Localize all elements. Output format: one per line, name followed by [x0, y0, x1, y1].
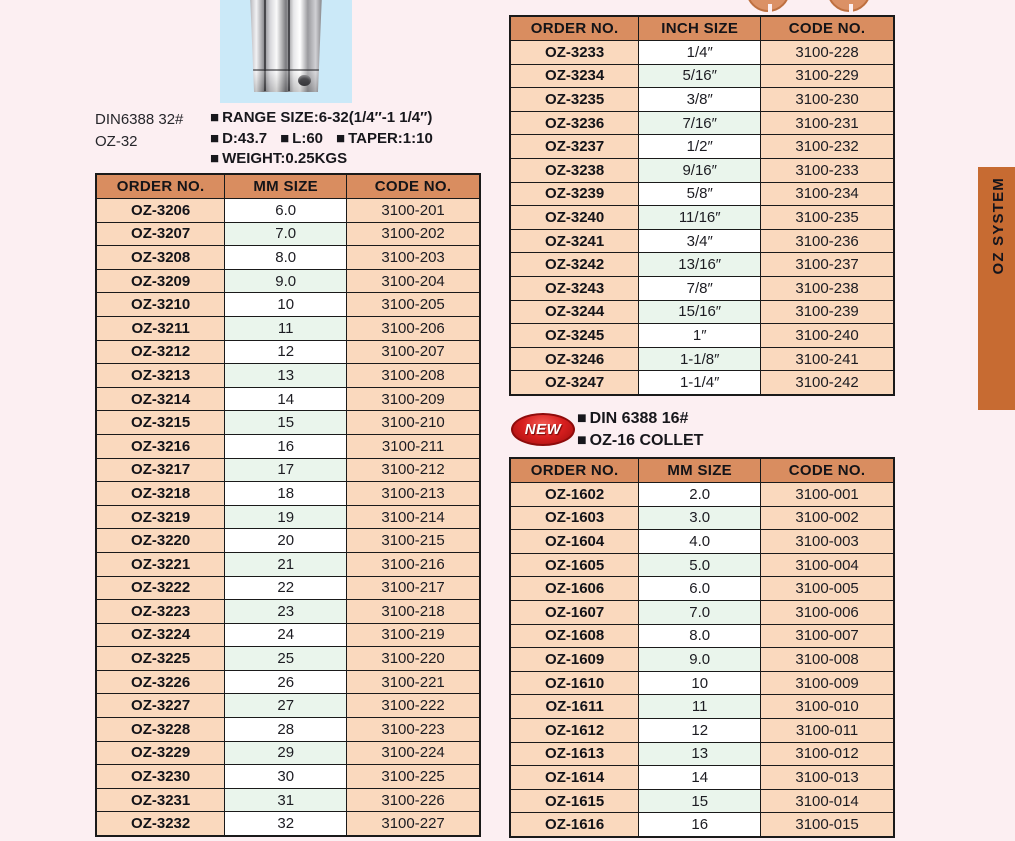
order-no-cell: OZ-3215 [96, 411, 225, 435]
model-standard: DIN6388 32# [95, 111, 184, 128]
order-no-cell: OZ-3236 [510, 111, 639, 135]
size-cell: 15/16″ [639, 300, 761, 324]
column-header: CODE NO. [347, 174, 480, 199]
order-no-cell: OZ-3208 [96, 246, 225, 270]
code-no-cell: 3100-205 [347, 293, 480, 317]
code-no-cell: 3100-217 [347, 576, 480, 600]
code-no-cell: 3100-010 [761, 695, 894, 719]
table-row [96, 505, 480, 529]
size-cell: 7/8″ [639, 276, 761, 300]
order-no-cell: OZ-1605 [510, 553, 639, 577]
table-row [96, 788, 480, 812]
code-no-cell: 3100-214 [347, 505, 480, 529]
size-cell: 8.0 [639, 624, 761, 648]
table-row [96, 387, 480, 411]
order-no-cell: OZ-1615 [510, 789, 639, 813]
size-cell: 7.0 [639, 600, 761, 624]
table-row [96, 482, 480, 506]
model-block [95, 109, 183, 153]
table-row [510, 648, 894, 672]
code-no-cell: 3100-211 [347, 434, 480, 458]
order-no-cell: OZ-3219 [96, 505, 225, 529]
order-no-cell: OZ-3216 [96, 434, 225, 458]
code-no-cell: 3100-011 [761, 718, 894, 742]
code-no-cell: 3100-235 [761, 206, 894, 230]
table-row [96, 316, 480, 340]
order-no-cell: OZ-3239 [510, 182, 639, 206]
order-no-cell: OZ-3238 [510, 158, 639, 182]
order-no-cell: OZ-1606 [510, 577, 639, 601]
table-row [96, 269, 480, 293]
code-no-cell: 3100-210 [347, 411, 480, 435]
table-row [96, 222, 480, 246]
code-no-cell: 3100-242 [761, 371, 894, 395]
size-cell: 7/16″ [639, 111, 761, 135]
square-bullet-icon: ■ [280, 129, 290, 147]
order-no-cell: OZ-3206 [96, 199, 225, 223]
collet-hole [298, 75, 311, 86]
size-cell: 3.0 [639, 506, 761, 530]
order-no-cell: OZ-1604 [510, 530, 639, 554]
order-no-cell: OZ-3221 [96, 552, 225, 576]
code-no-cell: 3100-231 [761, 111, 894, 135]
table-row [96, 812, 480, 836]
code-no-cell: 3100-008 [761, 648, 894, 672]
table-row [510, 718, 894, 742]
spec-item: ■ WEIGHT:0.25KGS [210, 150, 347, 167]
size-cell: 1-1/4″ [639, 371, 761, 395]
table-row [510, 111, 894, 135]
order-no-cell: OZ-3230 [96, 765, 225, 789]
table-row [510, 577, 894, 601]
size-cell: 26 [225, 670, 347, 694]
table-row [510, 300, 894, 324]
section-heading-line: ■ OZ-16 COLLET [577, 430, 703, 452]
size-cell: 28 [225, 718, 347, 742]
column-header: CODE NO. [761, 16, 894, 41]
spec-item: ■ TAPER:1:10 [336, 130, 433, 147]
code-no-cell: 3100-005 [761, 577, 894, 601]
table-row [96, 529, 480, 553]
oz-system-tab-label: OZ SYSTEM [990, 177, 1007, 275]
code-no-cell: 3100-238 [761, 276, 894, 300]
spec-item: ■ RANGE SIZE:6-32(1/4″-1 1/4″) [210, 109, 432, 126]
size-cell: 9/16″ [639, 158, 761, 182]
table-row [96, 458, 480, 482]
square-bullet-icon: ■ [577, 432, 587, 449]
size-cell: 31 [225, 788, 347, 812]
size-cell: 30 [225, 765, 347, 789]
square-bullet-icon: ■ [210, 109, 220, 126]
table-row [96, 670, 480, 694]
size-cell: 1/2″ [639, 135, 761, 159]
code-no-cell: 3100-009 [761, 671, 894, 695]
order-no-cell: OZ-3211 [96, 316, 225, 340]
code-no-cell: 3100-003 [761, 530, 894, 554]
order-no-cell: OZ-3245 [510, 324, 639, 348]
table-row [510, 766, 894, 790]
size-cell: 27 [225, 694, 347, 718]
size-cell: 4.0 [639, 530, 761, 554]
order-no-cell: OZ-3225 [96, 647, 225, 671]
table-row [96, 199, 480, 223]
code-no-cell: 3100-226 [347, 788, 480, 812]
square-bullet-icon: ■ [210, 129, 220, 147]
table-row [510, 41, 894, 65]
size-cell: 20 [225, 529, 347, 553]
code-no-cell: 3100-216 [347, 552, 480, 576]
order-no-cell: OZ-1607 [510, 600, 639, 624]
order-no-cell: OZ-1613 [510, 742, 639, 766]
size-cell: 32 [225, 812, 347, 836]
order-no-cell: OZ-3228 [96, 718, 225, 742]
collet-endview-slot [849, 4, 853, 14]
code-no-cell: 3100-236 [761, 229, 894, 253]
table-row [510, 530, 894, 554]
order-no-cell: OZ-3247 [510, 371, 639, 395]
size-cell: 8.0 [225, 246, 347, 270]
model-series: OZ-32 [95, 133, 138, 150]
code-no-cell: 3100-232 [761, 135, 894, 159]
size-cell: 19 [225, 505, 347, 529]
order-no-cell: OZ-3213 [96, 364, 225, 388]
order-no-cell: OZ-3232 [96, 812, 225, 836]
order-no-cell: OZ-1616 [510, 813, 639, 837]
code-no-cell: 3100-223 [347, 718, 480, 742]
table-row [96, 647, 480, 671]
order-no-cell: OZ-3218 [96, 482, 225, 506]
code-no-cell: 3100-002 [761, 506, 894, 530]
table-row [96, 718, 480, 742]
code-no-cell: 3100-206 [347, 316, 480, 340]
order-no-cell: OZ-1609 [510, 648, 639, 672]
oz32-inch-table [509, 15, 895, 396]
code-no-cell: 3100-227 [347, 812, 480, 836]
table-row [510, 276, 894, 300]
table-row [96, 434, 480, 458]
oz16-mm-table [509, 457, 895, 838]
table-row [96, 246, 480, 270]
code-no-cell: 3100-007 [761, 624, 894, 648]
oz16-section-heading [577, 408, 703, 452]
order-no-cell: OZ-1603 [510, 506, 639, 530]
size-cell: 10 [639, 671, 761, 695]
code-no-cell: 3100-203 [347, 246, 480, 270]
table-row [96, 765, 480, 789]
order-no-cell: OZ-3222 [96, 576, 225, 600]
code-no-cell: 3100-212 [347, 458, 480, 482]
order-no-cell: OZ-1608 [510, 624, 639, 648]
table-row [510, 695, 894, 719]
code-no-cell: 3100-241 [761, 347, 894, 371]
size-cell: 11/16″ [639, 206, 761, 230]
size-cell: 5.0 [639, 553, 761, 577]
table-row [510, 671, 894, 695]
table-row [510, 742, 894, 766]
order-no-cell: OZ-1602 [510, 483, 639, 507]
new-badge [511, 413, 575, 446]
table-row [510, 158, 894, 182]
code-no-cell: 3100-201 [347, 199, 480, 223]
table-row [96, 340, 480, 364]
size-cell: 6.0 [639, 577, 761, 601]
code-no-cell: 3100-222 [347, 694, 480, 718]
order-no-cell: OZ-3231 [96, 788, 225, 812]
size-cell: 9.0 [639, 648, 761, 672]
order-no-cell: OZ-3234 [510, 64, 639, 88]
order-no-cell: OZ-3220 [96, 529, 225, 553]
code-no-cell: 3100-228 [761, 41, 894, 65]
table-row [96, 576, 480, 600]
order-no-cell: OZ-3210 [96, 293, 225, 317]
size-cell: 15 [225, 411, 347, 435]
code-no-cell: 3100-014 [761, 789, 894, 813]
code-no-cell: 3100-015 [761, 813, 894, 837]
table-row [510, 88, 894, 112]
order-no-cell: OZ-3214 [96, 387, 225, 411]
table-row [96, 623, 480, 647]
size-cell: 21 [225, 552, 347, 576]
size-cell: 17 [225, 458, 347, 482]
size-cell: 3/4″ [639, 229, 761, 253]
size-cell: 11 [639, 695, 761, 719]
table-row [510, 253, 894, 277]
collet-endview-images [746, 0, 898, 15]
order-no-cell: OZ-3217 [96, 458, 225, 482]
collet-photo [220, 0, 352, 103]
size-cell: 22 [225, 576, 347, 600]
table-row [96, 741, 480, 765]
size-cell: 23 [225, 600, 347, 624]
code-no-cell: 3100-006 [761, 600, 894, 624]
spec-line [210, 149, 433, 170]
size-cell: 29 [225, 741, 347, 765]
spec-line [210, 129, 433, 150]
size-cell: 5/8″ [639, 182, 761, 206]
table-row [510, 624, 894, 648]
collet-slit [288, 0, 290, 91]
square-bullet-icon: ■ [336, 129, 346, 147]
column-header: ORDER NO. [96, 174, 225, 199]
spec-item: ■ L:60 [280, 130, 323, 147]
size-cell: 3/8″ [639, 88, 761, 112]
order-no-cell: OZ-3212 [96, 340, 225, 364]
order-no-cell: OZ-3243 [510, 276, 639, 300]
size-cell: 10 [225, 293, 347, 317]
table-row [510, 347, 894, 371]
column-header: MM SIZE [225, 174, 347, 199]
code-no-cell: 3100-207 [347, 340, 480, 364]
size-cell: 11 [225, 316, 347, 340]
order-no-cell: OZ-3240 [510, 206, 639, 230]
table-row [510, 813, 894, 837]
table-row [96, 694, 480, 718]
column-header: INCH SIZE [639, 16, 761, 41]
size-cell: 16 [639, 813, 761, 837]
table-row [510, 600, 894, 624]
code-no-cell: 3100-012 [761, 742, 894, 766]
size-cell: 13 [225, 364, 347, 388]
code-no-cell: 3100-004 [761, 553, 894, 577]
table-row [510, 553, 894, 577]
code-no-cell: 3100-240 [761, 324, 894, 348]
order-no-cell: OZ-3241 [510, 229, 639, 253]
code-no-cell: 3100-209 [347, 387, 480, 411]
order-no-cell: OZ-3229 [96, 741, 225, 765]
code-no-cell: 3100-239 [761, 300, 894, 324]
code-no-cell: 3100-221 [347, 670, 480, 694]
oz32-mm-size-table [95, 173, 481, 837]
square-bullet-icon: ■ [577, 410, 587, 427]
code-no-cell: 3100-204 [347, 269, 480, 293]
code-no-cell: 3100-234 [761, 182, 894, 206]
collet-image [247, 0, 325, 92]
code-no-cell: 3100-220 [347, 647, 480, 671]
oz32-mm-table [95, 173, 481, 837]
order-no-cell: OZ-3207 [96, 222, 225, 246]
code-no-cell: 3100-218 [347, 600, 480, 624]
size-cell: 14 [225, 387, 347, 411]
code-no-cell: 3100-013 [761, 766, 894, 790]
order-no-cell: OZ-1612 [510, 718, 639, 742]
code-no-cell: 3100-001 [761, 483, 894, 507]
size-cell: 9.0 [225, 269, 347, 293]
header-row [96, 174, 480, 199]
order-no-cell: OZ-3246 [510, 347, 639, 371]
size-cell: 13 [639, 742, 761, 766]
header-row [510, 16, 894, 41]
code-no-cell: 3100-202 [347, 222, 480, 246]
table-row [510, 324, 894, 348]
table-row [96, 552, 480, 576]
table-row [510, 483, 894, 507]
column-header: MM SIZE [639, 458, 761, 483]
order-no-cell: OZ-3223 [96, 600, 225, 624]
table-row [510, 64, 894, 88]
order-no-cell: OZ-3244 [510, 300, 639, 324]
size-cell: 7.0 [225, 222, 347, 246]
size-cell: 16 [225, 434, 347, 458]
code-no-cell: 3100-229 [761, 64, 894, 88]
code-no-cell: 3100-215 [347, 529, 480, 553]
spec-line [210, 108, 433, 129]
table-row [96, 411, 480, 435]
oz32-inch-size-table [509, 15, 895, 396]
column-header: ORDER NO. [510, 458, 639, 483]
size-cell: 1″ [639, 324, 761, 348]
size-cell: 24 [225, 623, 347, 647]
order-no-cell: OZ-1611 [510, 695, 639, 719]
size-cell: 18 [225, 482, 347, 506]
spec-list [210, 108, 433, 170]
size-cell: 12 [639, 718, 761, 742]
size-cell: 12 [225, 340, 347, 364]
order-no-cell: OZ-3226 [96, 670, 225, 694]
order-no-cell: OZ-3233 [510, 41, 639, 65]
size-cell: 1-1/8″ [639, 347, 761, 371]
code-no-cell: 3100-225 [347, 765, 480, 789]
size-cell: 15 [639, 789, 761, 813]
spec-item: ■ D:43.7 [210, 130, 267, 147]
code-no-cell: 3100-213 [347, 482, 480, 506]
size-cell: 6.0 [225, 199, 347, 223]
size-cell: 13/16″ [639, 253, 761, 277]
table-row [96, 293, 480, 317]
code-no-cell: 3100-219 [347, 623, 480, 647]
table-row [510, 789, 894, 813]
table-row [510, 135, 894, 159]
table-row [510, 371, 894, 395]
header-row [510, 458, 894, 483]
code-no-cell: 3100-237 [761, 253, 894, 277]
size-cell: 14 [639, 766, 761, 790]
code-no-cell: 3100-230 [761, 88, 894, 112]
order-no-cell: OZ-3224 [96, 623, 225, 647]
size-cell: 1/4″ [639, 41, 761, 65]
order-no-cell: OZ-1614 [510, 766, 639, 790]
table-row [510, 229, 894, 253]
table-row [510, 506, 894, 530]
order-no-cell: OZ-3235 [510, 88, 639, 112]
table-row [510, 206, 894, 230]
order-no-cell: OZ-3237 [510, 135, 639, 159]
section-heading-line: ■ DIN 6388 16# [577, 408, 703, 430]
size-cell: 5/16″ [639, 64, 761, 88]
collet-endview-slot [768, 4, 772, 14]
oz16-mm-size-table [509, 457, 895, 838]
order-no-cell: OZ-1610 [510, 671, 639, 695]
column-header: CODE NO. [761, 458, 894, 483]
code-no-cell: 3100-224 [347, 741, 480, 765]
order-no-cell: OZ-3242 [510, 253, 639, 277]
table-row [96, 600, 480, 624]
new-badge-label: NEW [524, 421, 562, 438]
column-header: ORDER NO. [510, 16, 639, 41]
collet-slit [264, 0, 266, 91]
order-no-cell: OZ-3227 [96, 694, 225, 718]
oz-system-tab [978, 167, 1015, 410]
table-row [510, 182, 894, 206]
size-cell: 25 [225, 647, 347, 671]
order-no-cell: OZ-3209 [96, 269, 225, 293]
code-no-cell: 3100-208 [347, 364, 480, 388]
square-bullet-icon: ■ [210, 150, 220, 167]
table-row [96, 364, 480, 388]
size-cell: 2.0 [639, 483, 761, 507]
code-no-cell: 3100-233 [761, 158, 894, 182]
